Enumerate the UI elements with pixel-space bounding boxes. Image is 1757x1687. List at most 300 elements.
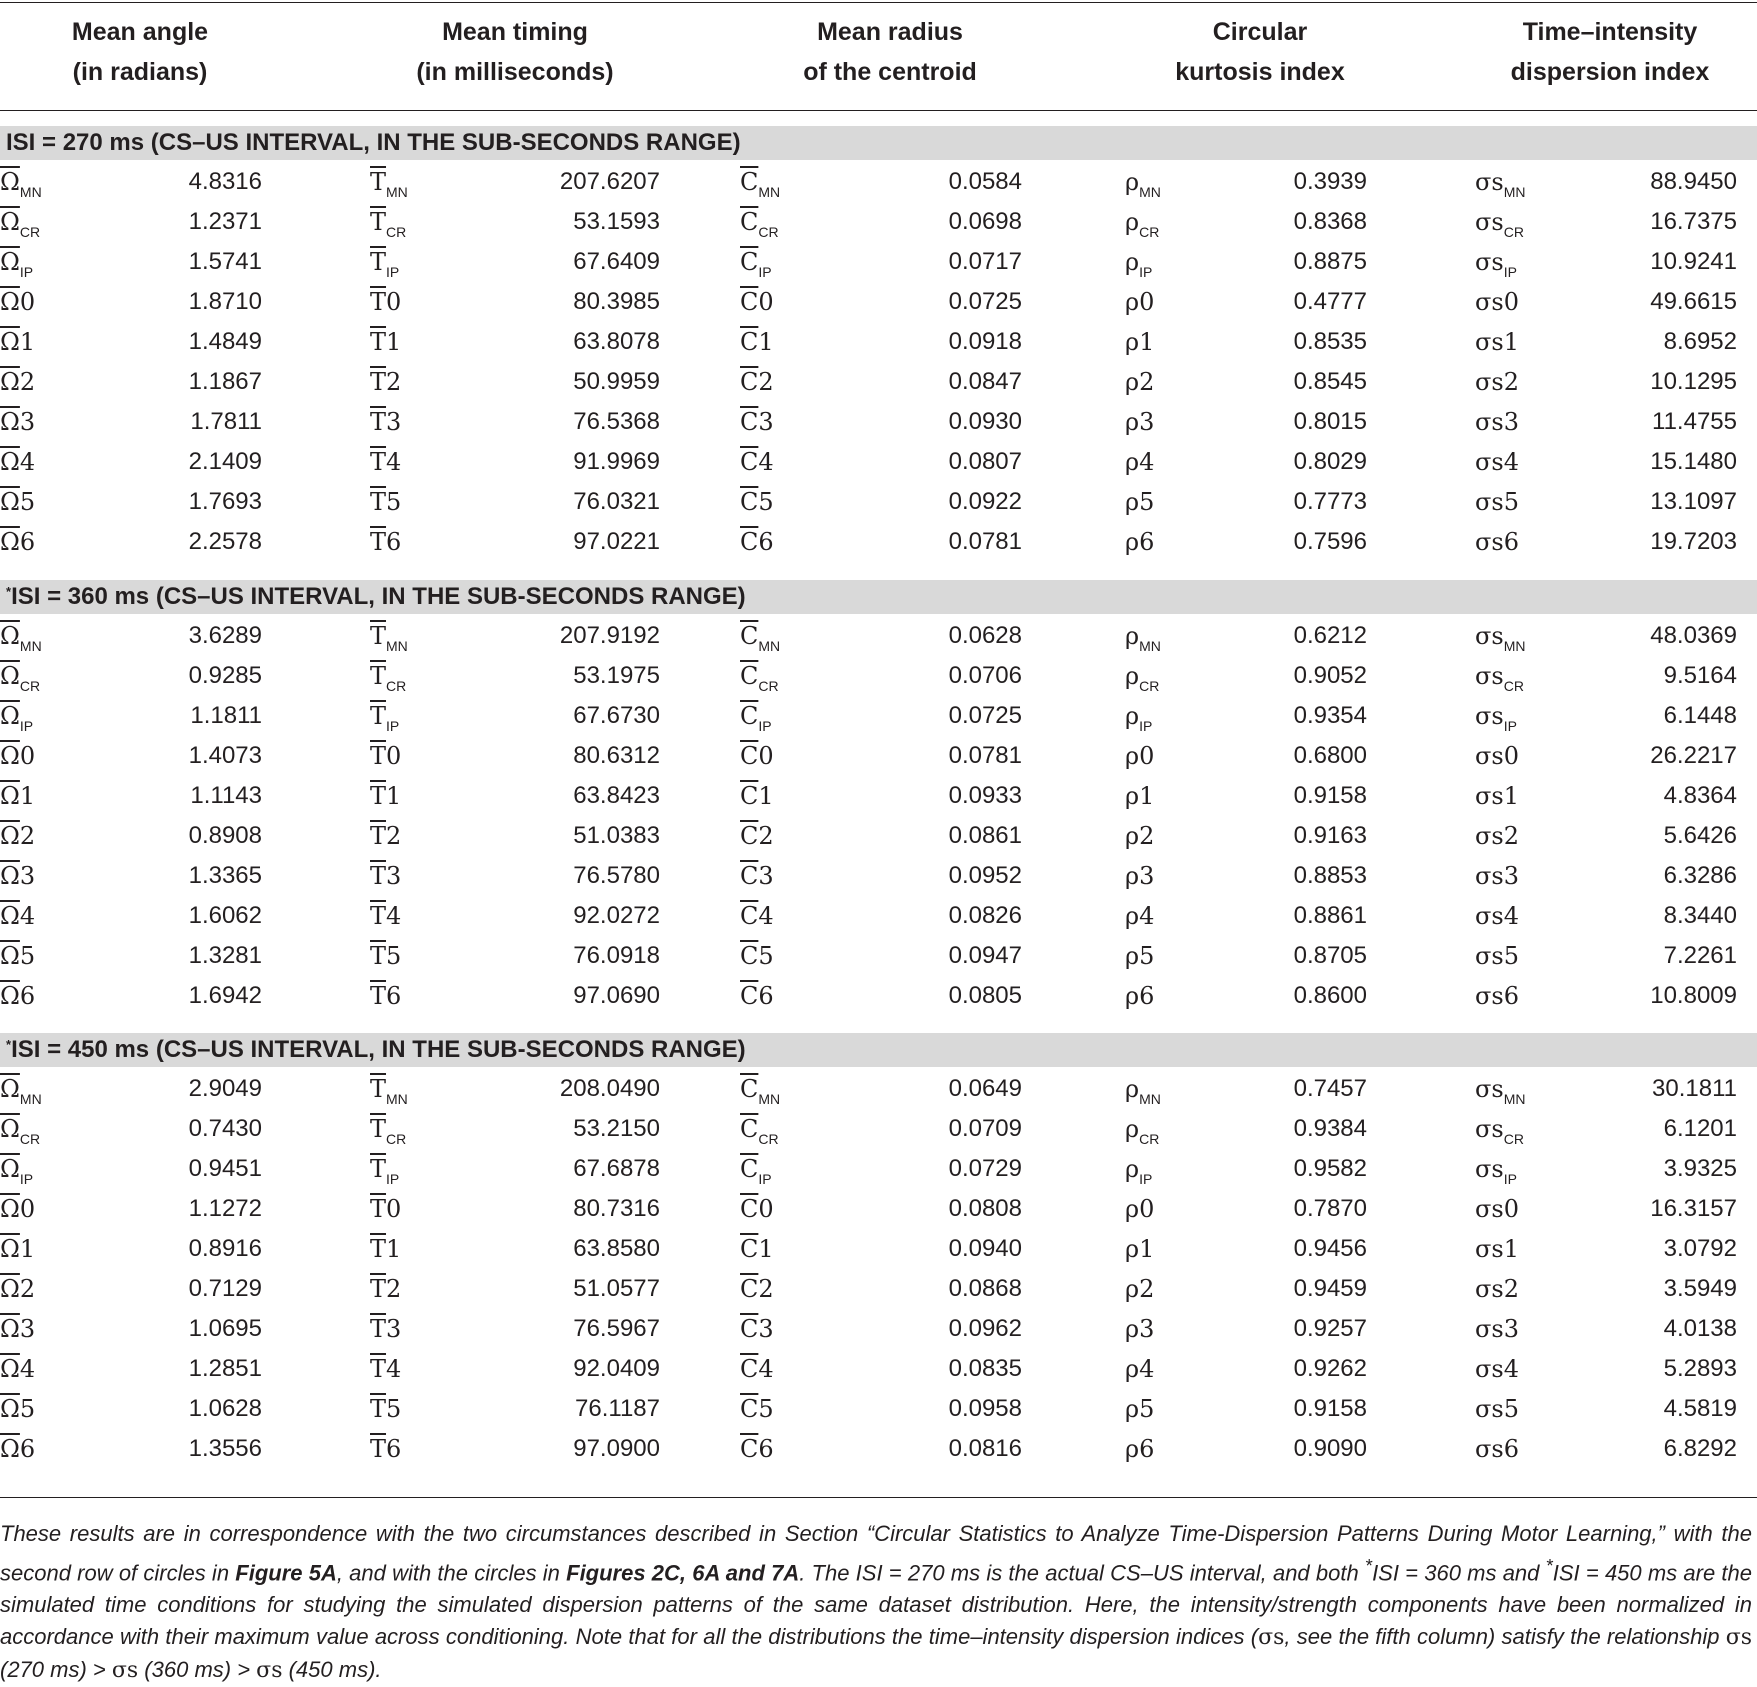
mean-angle-value: 0.7430 — [188, 1115, 262, 1142]
mean-radius-value: 0.0729 — [948, 1155, 1022, 1182]
table-row — [0, 402, 1757, 442]
symbol-index: 4 — [758, 1355, 774, 1383]
symbol-glyph: $\overline{T}$ — [370, 1355, 387, 1383]
symbol-glyph: $\overline{T}$ — [370, 448, 387, 476]
mean-angle-value: 1.7811 — [190, 408, 262, 435]
kurtosis-symbol — [1125, 1149, 1152, 1189]
symbol-index: 6 — [19, 1435, 36, 1463]
kurtosis-value: 0.8861 — [1293, 902, 1367, 929]
header-line: dispersion index — [1510, 58, 1710, 86]
symbol-index: 2 — [1139, 368, 1155, 396]
mean-angle-symbol — [0, 402, 35, 442]
dispersion-value: 3.0792 — [1663, 1235, 1737, 1262]
symbol-glyph: $\overline{T}$ — [370, 822, 387, 850]
header-line: of the centroid — [803, 58, 977, 86]
kurtosis-symbol — [1125, 202, 1159, 242]
dispersion-value: 15.1480 — [1650, 448, 1737, 475]
mean-radius-value: 0.0816 — [948, 1435, 1022, 1462]
dispersion-symbol — [1475, 1109, 1524, 1149]
section-header — [0, 580, 1757, 614]
bottom-rule — [0, 1497, 1757, 1498]
kurtosis-symbol — [1125, 896, 1154, 936]
mean-angle-value: 1.0628 — [188, 1395, 262, 1422]
section-label-text: ISI = 450 ms (CS–US INTERVAL, IN THE SUB-SECONDS RANGE) — [11, 1036, 746, 1063]
symbol-index: 2 — [758, 822, 774, 850]
symbol-index: 2 — [386, 822, 402, 850]
symbol-glyph: $\overline{C}$ — [740, 1115, 759, 1143]
symbol-index: 5 — [19, 942, 36, 970]
table-row — [0, 1269, 1757, 1309]
kurtosis-value: 0.9158 — [1293, 782, 1367, 809]
mean-radius-value: 0.0952 — [948, 862, 1022, 889]
symbol-glyph: σs — [1475, 1155, 1504, 1183]
kurtosis-symbol — [1125, 696, 1152, 736]
symbol-index: 0 — [758, 1195, 774, 1223]
mean-timing-value: 97.0221 — [573, 528, 660, 555]
symbol-glyph: $\overline{T}$ — [370, 1235, 387, 1263]
mean-angle-symbol — [0, 616, 42, 656]
kurtosis-symbol — [1125, 442, 1154, 482]
mean-radius-symbol — [740, 162, 780, 202]
mean-radius-symbol — [740, 482, 774, 522]
asterisk: * — [6, 584, 12, 599]
symbol-index: 5 — [1503, 942, 1519, 970]
kurtosis-symbol — [1125, 656, 1159, 696]
symbol-index: MN — [758, 1091, 781, 1107]
symbol-glyph: ρ — [1125, 1395, 1140, 1423]
symbol-glyph: σs — [1475, 622, 1504, 650]
dispersion-symbol — [1475, 1189, 1519, 1229]
symbol-index: MN — [1139, 1091, 1161, 1107]
symbol-glyph: $\overline{\Omega}$ — [0, 168, 20, 196]
mean-radius-value: 0.0962 — [948, 1315, 1022, 1342]
mean-timing-value: 92.0272 — [573, 902, 660, 929]
symbol-index: 0 — [19, 742, 36, 770]
symbol-glyph: ρ — [1125, 1155, 1140, 1183]
symbol-index: CR — [1139, 1131, 1160, 1147]
mean-radius-symbol — [740, 976, 774, 1016]
symbol-index: 6 — [1139, 1435, 1155, 1463]
mean-radius-value: 0.0649 — [948, 1075, 1022, 1102]
dispersion-symbol — [1475, 1069, 1525, 1109]
mean-angle-symbol — [0, 1229, 35, 1269]
dispersion-symbol — [1475, 522, 1519, 562]
kurtosis-symbol — [1125, 1349, 1154, 1389]
mean-timing-symbol — [370, 1069, 408, 1109]
symbol-glyph: $\overline{T}$ — [370, 328, 387, 356]
symbol-index: CR — [19, 224, 41, 240]
dispersion-value: 9.5164 — [1663, 662, 1737, 689]
kurtosis-symbol — [1125, 362, 1154, 402]
symbol-glyph: $\overline{C}$ — [740, 822, 759, 850]
dispersion-symbol — [1475, 1309, 1519, 1349]
symbol-glyph: ρ — [1125, 862, 1140, 890]
mean-angle-symbol — [0, 1429, 35, 1469]
table-row — [0, 1149, 1757, 1189]
symbol-glyph: σs — [1475, 1315, 1504, 1343]
symbol-index: IP — [19, 264, 34, 280]
symbol-glyph: $\overline{C}$ — [740, 1395, 759, 1423]
symbol-glyph: ρ — [1125, 982, 1140, 1010]
kurtosis-value: 0.9052 — [1293, 662, 1367, 689]
mean-angle-symbol — [0, 482, 35, 522]
header-line: Mean radius — [817, 18, 963, 46]
footnote-text: ISI = 450 ms are the simulated time conditions for studying the simulated dispersion patterns of the same dataset distribution. Here, the intensity/strength components have been normalized in accordance with their maximum value across conditioning. Note that for all the distributions the time–intensity dispersion indices ( — [0, 1560, 1752, 1650]
kurtosis-value: 0.8368 — [1293, 208, 1367, 235]
dispersion-value: 19.7203 — [1650, 528, 1737, 555]
table-row — [0, 776, 1757, 816]
table-row — [0, 1389, 1757, 1429]
dispersion-symbol — [1475, 1389, 1519, 1429]
symbol-index: 4 — [1503, 902, 1519, 930]
symbol-index: 3 — [1139, 862, 1155, 890]
symbol-glyph: ρ — [1125, 248, 1140, 276]
symbol-glyph: $\overline{C}$ — [740, 1355, 759, 1383]
symbol-index: 0 — [1503, 742, 1519, 770]
symbol-index: 1 — [1503, 1235, 1519, 1263]
dispersion-symbol — [1475, 736, 1519, 776]
symbol-index: 0 — [1503, 1195, 1519, 1223]
dispersion-symbol — [1475, 1429, 1519, 1469]
symbol-glyph: ρ — [1125, 168, 1140, 196]
table-footnote — [0, 1518, 1752, 1687]
mean-timing-symbol — [370, 362, 401, 402]
symbol-index: 6 — [1503, 982, 1519, 1010]
mean-angle-value: 1.3365 — [188, 862, 262, 889]
symbol-index: MN — [19, 1091, 42, 1107]
mean-radius-symbol — [740, 1229, 774, 1269]
symbol-glyph: ρ — [1125, 408, 1140, 436]
mean-radius-symbol — [740, 1109, 779, 1149]
mean-timing-symbol — [370, 202, 406, 242]
symbol-glyph: $\overline{\Omega}$ — [0, 208, 20, 236]
table-row — [0, 162, 1757, 202]
kurtosis-value: 0.7773 — [1293, 488, 1367, 515]
dispersion-symbol — [1475, 1349, 1519, 1389]
symbol-index: 0 — [758, 288, 774, 316]
kurtosis-symbol — [1125, 1389, 1154, 1429]
mean-radius-symbol — [740, 1389, 774, 1429]
mean-angle-symbol — [0, 1109, 40, 1149]
dispersion-value: 3.5949 — [1663, 1275, 1737, 1302]
mean-radius-value: 0.0709 — [948, 1115, 1022, 1142]
mean-radius-value: 0.0781 — [948, 528, 1022, 555]
mean-angle-value: 1.4849 — [188, 328, 262, 355]
dispersion-value: 5.2893 — [1663, 1355, 1737, 1382]
kurtosis-symbol — [1125, 1069, 1161, 1109]
mean-angle-symbol — [0, 856, 35, 896]
table-row — [0, 242, 1757, 282]
symbol-glyph: ρ — [1125, 1115, 1140, 1143]
section-label-text: ISI = 360 ms (CS–US INTERVAL, IN THE SUB-SECONDS RANGE) — [11, 583, 746, 610]
mean-radius-symbol — [740, 856, 774, 896]
symbol-glyph: $\overline{T}$ — [370, 528, 387, 556]
symbol-glyph: $\overline{\Omega}$ — [0, 248, 20, 276]
table-row — [0, 322, 1757, 362]
symbol-index: 4 — [1139, 902, 1155, 930]
symbol-index: 0 — [758, 742, 774, 770]
mean-angle-symbol — [0, 1069, 42, 1109]
kurtosis-symbol — [1125, 976, 1154, 1016]
symbol-glyph: σs — [1475, 822, 1504, 850]
symbol-glyph: $\overline{\Omega}$ — [0, 488, 20, 516]
mean-radius-value: 0.0918 — [948, 328, 1022, 355]
symbol-index: 4 — [758, 448, 774, 476]
symbol-index: 5 — [386, 488, 402, 516]
mean-angle-value: 0.8908 — [188, 822, 262, 849]
table-row — [0, 1309, 1757, 1349]
symbol-glyph: σs — [1475, 488, 1504, 516]
symbol-glyph: $\overline{T}$ — [370, 982, 387, 1010]
mean-radius-symbol — [740, 936, 774, 976]
symbol-glyph: $\overline{T}$ — [370, 702, 387, 730]
mean-angle-symbol — [0, 976, 35, 1016]
symbol-index: 6 — [1139, 982, 1155, 1010]
symbol-glyph: $\overline{C}$ — [740, 1435, 759, 1463]
mean-radius-value: 0.0826 — [948, 902, 1022, 929]
dispersion-value: 16.7375 — [1650, 208, 1737, 235]
kurtosis-value: 0.9158 — [1293, 1395, 1367, 1422]
symbol-glyph: $\overline{\Omega}$ — [0, 982, 20, 1010]
section-label — [6, 1033, 746, 1067]
dispersion-symbol — [1475, 242, 1517, 282]
symbol-glyph: σs — [1475, 702, 1504, 730]
dispersion-value: 5.6426 — [1663, 822, 1737, 849]
symbol-glyph: $\overline{\Omega}$ — [0, 662, 20, 690]
mean-timing-value: 76.1187 — [575, 1395, 660, 1422]
mean-angle-value: 3.6289 — [188, 622, 262, 649]
symbol-index: 0 — [1139, 742, 1155, 770]
symbol-glyph: $\overline{C}$ — [740, 1155, 759, 1183]
table-row — [0, 896, 1757, 936]
symbol-glyph: σs — [1475, 328, 1504, 356]
symbol-index: MN — [386, 638, 408, 654]
symbol-index: CR — [19, 1131, 41, 1147]
mean-angle-value: 1.3281 — [188, 942, 262, 969]
dispersion-symbol — [1475, 202, 1524, 242]
mean-angle-symbol — [0, 322, 35, 362]
mean-timing-symbol — [370, 816, 401, 856]
symbol-glyph: σs — [1475, 1355, 1504, 1383]
symbol-index: 1 — [758, 328, 774, 356]
symbol-glyph: σs — [1475, 902, 1504, 930]
symbol-glyph: $\overline{C}$ — [740, 942, 759, 970]
symbol-glyph: $\overline{C}$ — [740, 208, 759, 236]
kurtosis-value: 0.7596 — [1293, 528, 1367, 555]
kurtosis-symbol — [1125, 856, 1154, 896]
symbol-glyph: $\overline{\Omega}$ — [0, 782, 20, 810]
symbol-index: CR — [1503, 1131, 1524, 1147]
mean-angle-symbol — [0, 656, 40, 696]
dispersion-symbol — [1475, 1229, 1519, 1269]
symbol-index: IP — [758, 264, 772, 280]
symbol-index: 4 — [19, 448, 36, 476]
kurtosis-symbol — [1125, 1109, 1159, 1149]
footnote-text: (450 ms). — [282, 1657, 382, 1683]
mean-radius-value: 0.0835 — [948, 1355, 1022, 1382]
mean-timing-value: 53.1593 — [573, 208, 660, 235]
symbol-glyph: ρ — [1125, 742, 1140, 770]
mean-radius-value: 0.0805 — [948, 982, 1022, 1009]
symbol-index: CR — [758, 1131, 779, 1147]
header-mean-timing — [400, 12, 630, 102]
section-header — [0, 1033, 1757, 1067]
mean-timing-symbol — [370, 1349, 401, 1389]
footnote-text: (270 ms) > — [0, 1657, 112, 1683]
mean-radius-symbol — [740, 1149, 772, 1189]
symbol-index: IP — [1503, 1171, 1517, 1187]
mean-timing-value: 63.8423 — [573, 782, 660, 809]
symbol-glyph: ρ — [1125, 1075, 1140, 1103]
header-dispersion-index — [1490, 12, 1730, 102]
symbol-index: 5 — [19, 1395, 36, 1423]
mean-timing-symbol — [370, 1389, 401, 1429]
symbol-glyph: σs — [1475, 248, 1504, 276]
kurtosis-value: 0.9257 — [1293, 1315, 1367, 1342]
kurtosis-value: 0.6212 — [1293, 622, 1367, 649]
symbol-index: 4 — [386, 902, 402, 930]
symbol-index: 3 — [758, 408, 774, 436]
symbol-index: 2 — [19, 1275, 36, 1303]
symbol-index: MN — [1503, 184, 1526, 200]
mean-radius-symbol — [740, 656, 779, 696]
symbol-glyph: σs — [1475, 942, 1504, 970]
symbol-index: IP — [1503, 264, 1517, 280]
mean-timing-value: 67.6730 — [573, 702, 660, 729]
mean-angle-value: 0.8916 — [188, 1235, 262, 1262]
dispersion-symbol — [1475, 696, 1517, 736]
figure-ref: Figures 2C, 6A and 7A — [566, 1560, 800, 1586]
footnote-text: (360 ms) > — [138, 1657, 257, 1683]
symbol-index: IP — [386, 264, 400, 280]
symbol-index: 2 — [1503, 368, 1519, 396]
kurtosis-value: 0.8875 — [1293, 248, 1367, 275]
symbol-glyph: $\overline{T}$ — [370, 742, 387, 770]
symbol-index: 5 — [19, 488, 36, 516]
header-line: (in milliseconds) — [416, 58, 614, 86]
mean-radius-value: 0.0947 — [948, 942, 1022, 969]
mean-angle-value: 1.6942 — [188, 982, 262, 1009]
table-row — [0, 482, 1757, 522]
symbol-index: 4 — [19, 902, 36, 930]
mean-radius-value: 0.0922 — [948, 488, 1022, 515]
symbol-glyph: σs — [1475, 368, 1504, 396]
symbol-glyph: σs — [1475, 982, 1504, 1010]
mean-timing-symbol — [370, 736, 401, 776]
header-circular-kurtosis — [1150, 12, 1370, 102]
symbol-index: CR — [386, 224, 407, 240]
symbol-glyph: $\overline{T}$ — [370, 208, 387, 236]
header-mean-radius — [780, 12, 1000, 102]
asterisk: * — [1364, 1555, 1373, 1576]
mean-radius-symbol — [740, 1189, 774, 1229]
dispersion-symbol — [1475, 1269, 1519, 1309]
kurtosis-symbol — [1125, 1269, 1154, 1309]
mean-angle-value: 1.1867 — [188, 368, 262, 395]
mean-timing-symbol — [370, 1309, 401, 1349]
mean-timing-symbol — [370, 322, 401, 362]
symbol-index: 2 — [386, 1275, 402, 1303]
symbol-glyph: $\overline{C}$ — [740, 248, 759, 276]
table-row — [0, 1229, 1757, 1269]
dispersion-value: 6.1201 — [1663, 1115, 1737, 1142]
symbol-glyph: $\overline{T}$ — [370, 862, 387, 890]
symbol-glyph: σs — [1475, 168, 1504, 196]
mean-radius-value: 0.0930 — [948, 408, 1022, 435]
table-row — [0, 1069, 1757, 1109]
symbol-index: 3 — [1503, 1315, 1519, 1343]
symbol-glyph: σs — [1475, 1075, 1504, 1103]
header-line: Circular — [1212, 18, 1308, 46]
symbol-index: 1 — [386, 328, 402, 356]
mean-angle-value: 1.0695 — [188, 1315, 262, 1342]
mean-radius-symbol — [740, 696, 772, 736]
dispersion-symbol — [1475, 362, 1519, 402]
symbol-index: 5 — [1503, 1395, 1519, 1423]
symbol-glyph: ρ — [1125, 822, 1140, 850]
mean-angle-symbol — [0, 1189, 35, 1229]
symbol-glyph: σs — [1475, 408, 1504, 436]
symbol-glyph: ρ — [1125, 1315, 1140, 1343]
symbol-glyph: $\overline{C}$ — [740, 662, 759, 690]
symbol-index: MN — [19, 184, 42, 200]
symbol-glyph: $\overline{\Omega}$ — [0, 408, 20, 436]
symbol-glyph: $\overline{T}$ — [370, 1395, 387, 1423]
kurtosis-symbol — [1125, 162, 1161, 202]
symbol-glyph: $\overline{T}$ — [370, 942, 387, 970]
table-row — [0, 442, 1757, 482]
kurtosis-symbol — [1125, 1229, 1154, 1269]
dispersion-value: 16.3157 — [1650, 1195, 1737, 1222]
mean-angle-symbol — [0, 896, 35, 936]
symbol-index: 5 — [758, 1395, 774, 1423]
mean-radius-value: 0.0861 — [948, 822, 1022, 849]
dispersion-value: 6.8292 — [1663, 1435, 1737, 1462]
symbol-index: 4 — [1139, 448, 1155, 476]
mean-angle-value: 1.1272 — [188, 1195, 262, 1222]
footnote-text: , and with the circles in — [336, 1560, 567, 1586]
mean-timing-symbol — [370, 936, 401, 976]
mean-timing-value: 67.6409 — [573, 248, 660, 275]
mean-radius-symbol — [740, 776, 774, 816]
section-label — [6, 580, 746, 614]
symbol-index: IP — [19, 1171, 34, 1187]
dispersion-value: 4.8364 — [1663, 782, 1737, 809]
symbol-glyph: $\overline{\Omega}$ — [0, 1075, 20, 1103]
dispersion-value: 8.3440 — [1663, 902, 1737, 929]
mean-radius-value: 0.0725 — [948, 702, 1022, 729]
symbol-index: 1 — [1139, 328, 1155, 356]
header-line: (in radians) — [72, 58, 208, 86]
symbol-glyph: ρ — [1125, 782, 1140, 810]
symbol-glyph: $\overline{\Omega}$ — [0, 1315, 20, 1343]
asterisk: * — [6, 1037, 12, 1052]
mean-angle-value: 1.7693 — [188, 488, 262, 515]
dispersion-symbol — [1475, 936, 1519, 976]
table-row — [0, 1189, 1757, 1229]
symbol-glyph: $\overline{T}$ — [370, 1075, 387, 1103]
kurtosis-symbol — [1125, 1429, 1154, 1469]
dispersion-value: 3.9325 — [1663, 1155, 1737, 1182]
symbol-index: 6 — [1503, 528, 1519, 556]
mean-timing-value: 76.5780 — [573, 862, 660, 889]
symbol-index: 1 — [19, 328, 36, 356]
symbol-glyph: $\overline{T}$ — [370, 1115, 387, 1143]
mean-timing-symbol — [370, 402, 401, 442]
symbol-glyph: $\overline{T}$ — [370, 1155, 387, 1183]
symbol-index: 1 — [386, 782, 402, 810]
kurtosis-value: 0.4777 — [1293, 288, 1367, 315]
